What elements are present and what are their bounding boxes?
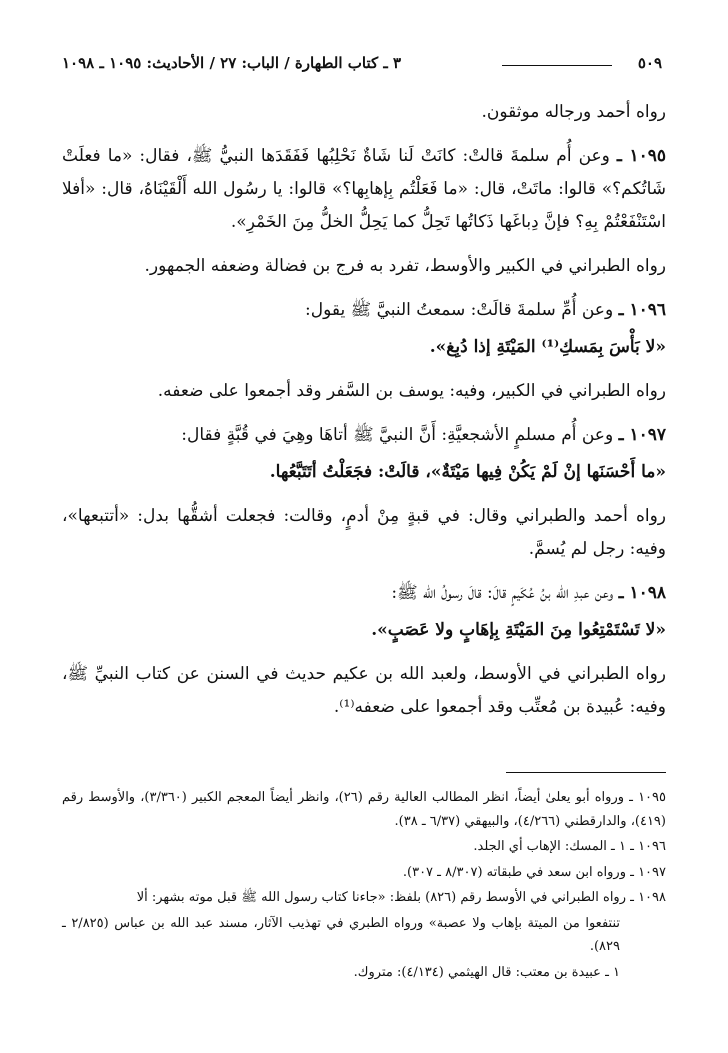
footnote-1096: ١٠٩٦ ـ ١ ـ المسك: الإهاب أي الجلد. bbox=[473, 839, 666, 854]
running-title: ٣ ـ كتاب الطهارة / الباب: ٢٧ / الأحاديث: ١٠٩٥ ـ ١٠٩٨ bbox=[62, 54, 402, 72]
hadith-number: ١٠٩٥ ـ bbox=[616, 146, 666, 166]
footnote-1095: ١٠٩٥ ـ ورواه أبو يعلىٰ أيضاً، انظر المطالب العالية رقم (٢٦)، وانظر أيضاً المعجم الكبير (٣/٣٦٠)، والأوسط رقم (٤١٩)، والدارقطني (٤/٢٦٦)، والبيهقي (٦/٣٧ ـ ٣٨). bbox=[62, 790, 666, 829]
footnote-1098-continued: تنتفعوا من الميتة بإهاب ولا عصبة» ورواه الطبري في تهذيب الآثار، مسند عبد الله بن عباس (٢/٨٢٥ ـ ٨٢٩). bbox=[62, 915, 620, 954]
hadith-1097 bbox=[62, 419, 666, 452]
hadith-number: ١٠٩٧ ـ bbox=[618, 425, 666, 445]
page-number: ٥٠٩ bbox=[637, 54, 662, 72]
narration-tabarani-1: رواه الطبراني في الكبير والأوسط، تفرد به فرج بن فضالة وضعفه الجمهور. bbox=[144, 256, 666, 276]
hadith-quote: «ما أَحْسَنَها إنْ لَمْ يَكُنْ فِيها مَيْتَةٌ»، قالَتْ: فجَعَلْتُ أتَتَبَّعُها. bbox=[269, 462, 666, 482]
hadith-text: وعن أُم سلمةَ قالتْ: كانَتْ لَنا شَاةٌ نَحْلِبُها فَفَقَدَها النبيُّ ﷺ، فقال: «ما فعلَتْ شَاتُكم؟» قالوا: ماتَتْ، قال: «ما فَعَلْتُم بِإهابِها؟» قالوا: يا رسُول الله أَلْقَيْنَاهُ، قال: «أفلا اسْتَنْفَعْتُمْ بِهِ؟ فإنَّ دِباغَها ذَكاتُها تَحِلُّ كما يَحِلُّ الخلُّ مِنَ الخَمْرِ». bbox=[62, 146, 666, 232]
hadith-1095 bbox=[62, 140, 666, 239]
main-text bbox=[62, 96, 666, 735]
header-rule bbox=[502, 65, 612, 66]
narration-ahmad: رواه أحمد ورجاله موثقون. bbox=[481, 102, 666, 122]
narration-tabarani-3: رواه الطبراني في الأوسط، ولعبد الله بن عكيم حديث في السنن عن كتاب النبيِّ ﷺ، وفيه: عُبيدة بن مُعتِّب وقد أجمعوا على ضعفه⁽¹⁾. bbox=[62, 664, 666, 717]
footnote-rule bbox=[506, 772, 666, 773]
footnote-1098: ١٠٩٨ ـ رواه الطبراني في الأوسط رقم (٨٢٦) بلفظ: «جاءنا كتاب رسول الله ﷺ قبل موته بشهر: ألا bbox=[136, 890, 666, 905]
hadith-number: ١٠٩٦ ـ bbox=[618, 300, 666, 320]
page-header bbox=[62, 52, 662, 74]
hadith-text: وعن أُم مسلمٍ الأشجعيَّةِ: أَنَّ النبيَّ ﷺ أتاهَا وهِيَ في قُبَّةٍ فقال: bbox=[181, 425, 619, 445]
narration-tabarani-2: رواه الطبراني في الكبير، وفيه: يوسف بن السَّفر وقد أجمعوا على ضعفه. bbox=[157, 381, 666, 401]
hadith-quote: «لا تَسْتَمْتِعُوا مِنَ المَيْتَةِ بِإهَابٍ ولا عَصَبٍ». bbox=[371, 620, 666, 640]
hadith-number: ١٠٩٨ ـ bbox=[618, 583, 666, 603]
hadith-quote: «لا بَأْسَ بِمَسكِ⁽¹⁾ المَيْتَةِ إذا دُبِغ». bbox=[429, 337, 666, 357]
footnote-1098-note: ١ ـ عبيدة بن معتب: قال الهيثمي (٤/١٣٤): متروك. bbox=[353, 964, 620, 980]
hadith-text: وعن أُمِّ سلمةَ قالَتْ: سمعتُ النبيَّ ﷺ يقول: bbox=[305, 300, 619, 320]
hadith-1098 bbox=[62, 577, 666, 610]
footnotes bbox=[62, 786, 666, 986]
hadith-1096 bbox=[62, 294, 666, 327]
footnote-1097: ١٠٩٧ ـ ورواه ابن سعد في طبقاته (٨/٣٠٧ ـ ٣٠٧). bbox=[402, 864, 666, 880]
hadith-text: وعن عبدِ الله بنُ عُكَيمٍ قالَ: قالَ رسولُ الله ﷺ: bbox=[391, 583, 619, 603]
narration-ahmad-tabarani: رواه أحمد والطبراني وقال: في قبةٍ مِنْ أدمٍ، وقالت: فجعلت أشقُّها بدل: «أتتبعها»، وفيه: رجل لم يُسمَّ. bbox=[62, 506, 666, 559]
